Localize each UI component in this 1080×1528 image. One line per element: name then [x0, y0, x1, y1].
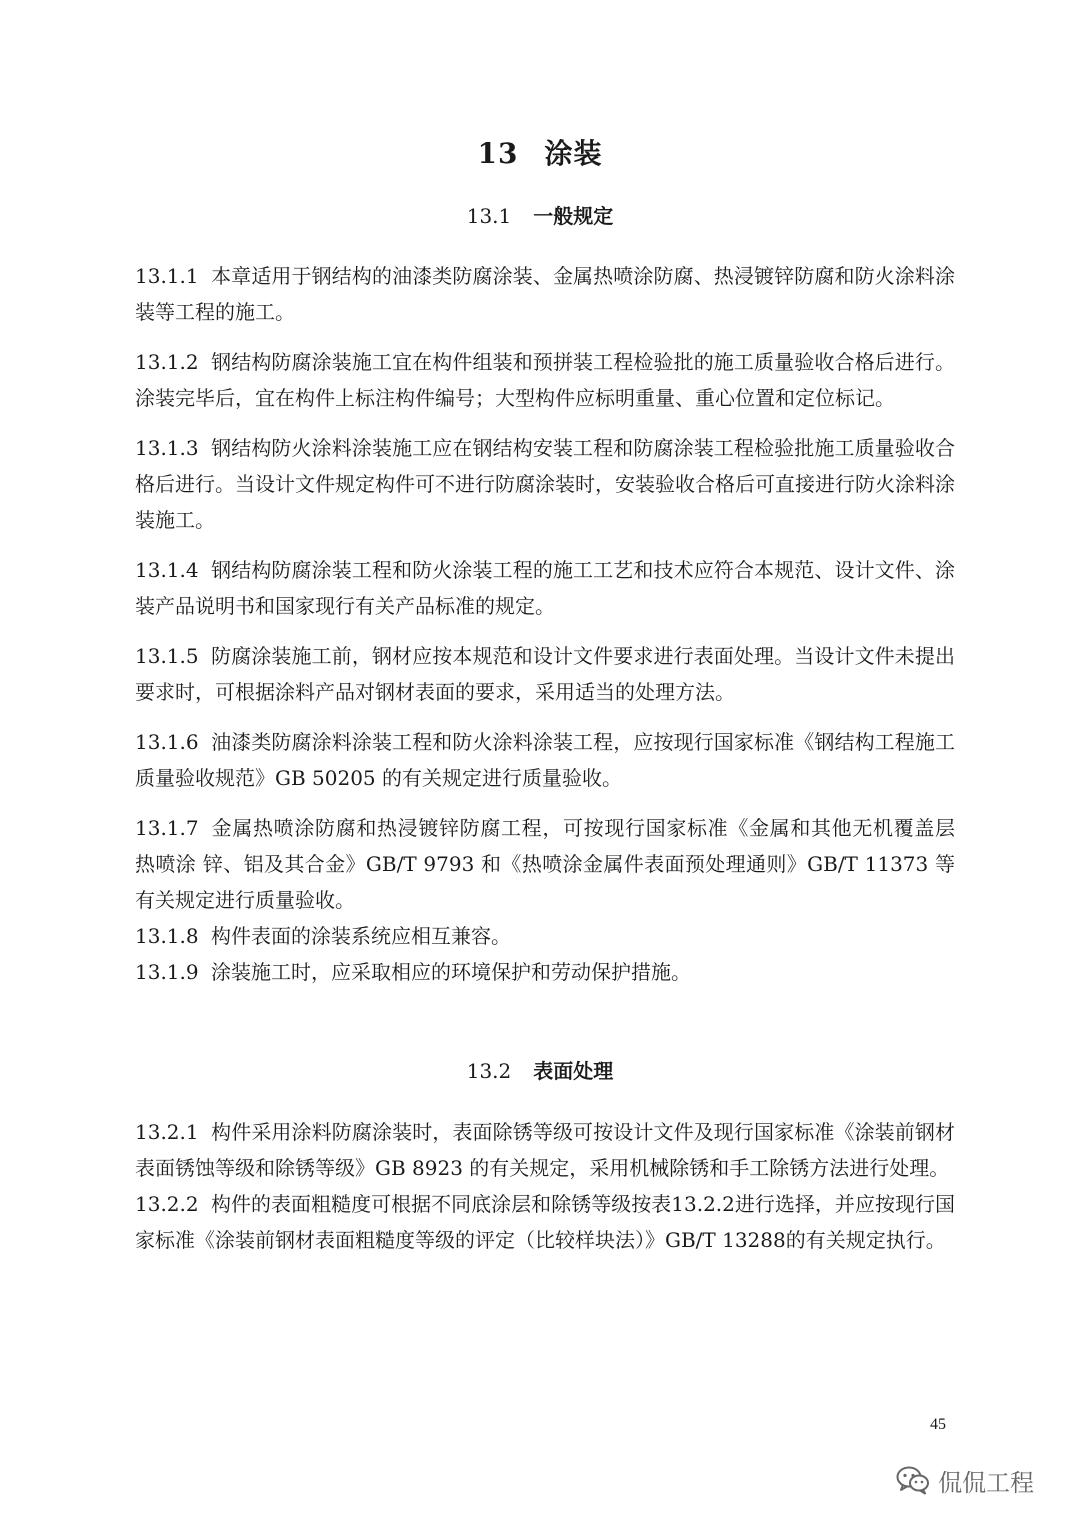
clause-13-2-2	[135, 1186, 955, 1258]
clause-13-1-1	[135, 258, 955, 330]
clause-number: 13.1.5	[135, 644, 199, 668]
clause-text: 钢结构防腐涂装工程和防火涂装工程的施工工艺和技术应符合本规范、设计文件、涂装产品说明书和国家现行有关产品标准的规定。	[135, 558, 955, 618]
clause-number: 13.1.2	[135, 350, 199, 374]
clause-text: 金属热喷涂防腐和热浸镀锌防腐工程，可按现行国家标准《金属和其他无机覆盖层 热喷涂 锌、铝及其合金》GB/T 9793 和《热喷涂金属件表面预处理通则》GB/T 11373 等有关规定进行质量验收。	[135, 816, 955, 912]
section-title-13-1	[0, 200, 1080, 229]
watermark-text: 侃侃工程	[938, 1468, 1034, 1497]
clause-text: 本章适用于钢结构的油漆类防腐涂装、金属热喷涂防腐、热浸镀锌防腐和防火涂料涂装等工程的施工。	[135, 264, 955, 324]
clause-13-1-7	[135, 810, 955, 918]
clause-text: 涂装施工时，应采取相应的环境保护和劳动保护措施。	[211, 960, 691, 984]
clause-text: 钢结构防火涂料涂装施工应在钢结构安装工程和防腐涂装工程检验批施工质量验收合格后进行。当设计文件规定构件可不进行防腐涂装时，安装验收合格后可直接进行防火涂料涂装施工。	[135, 436, 955, 532]
clause-number: 13.1.4	[135, 558, 199, 582]
chapter-number: 13	[477, 137, 519, 170]
clause-13-1-5	[135, 638, 955, 710]
section-name: 一般规定	[533, 204, 614, 228]
clause-text: 构件表面的涂装系统应相互兼容。	[211, 924, 511, 948]
clause-number: 13.1.1	[135, 264, 199, 288]
clause-13-1-6	[135, 724, 955, 796]
section-title-13-2	[0, 1055, 1080, 1084]
clause-number: 13.2.1	[135, 1120, 199, 1144]
clause-number: 13.1.9	[135, 960, 199, 984]
page-number: 45	[930, 1416, 946, 1433]
clause-text: 油漆类防腐涂料涂装工程和防火涂料涂装工程，应按现行国家标准《钢结构工程施工质量验收规范》GB 50205 的有关规定进行质量验收。	[135, 730, 955, 790]
clause-text: 构件采用涂料防腐涂装时，表面除锈等级可按设计文件及现行国家标准《涂装前钢材表面锈蚀等级和除锈等级》GB 8923 的有关规定，采用机械除锈和手工除锈方法进行处理。	[135, 1120, 955, 1180]
section-number: 13.1	[466, 204, 512, 228]
chapter-title	[0, 132, 1080, 172]
clause-text: 构件的表面粗糙度可根据不同底涂层和除锈等级按表13.2.2进行选择，并应按现行国家标准《涂装前钢材表面粗糙度等级的评定（比较样块法）》GB/T 13288的有关规定执行。	[135, 1192, 955, 1252]
chapter-name: 涂装	[544, 137, 603, 170]
clause-13-1-3	[135, 430, 955, 538]
clause-13-1-4	[135, 552, 955, 624]
clause-13-2-1	[135, 1114, 955, 1186]
clause-text: 防腐涂装施工前，钢材应按本规范和设计文件要求进行表面处理。当设计文件未提出要求时，可根据涂料产品对钢材表面的要求，采用适当的处理方法。	[135, 644, 955, 704]
clause-text: 钢结构防腐涂装施工宜在构件组装和预拼装工程检验批的施工质量验收合格后进行。涂装完毕后，宜在构件上标注构件编号；大型构件应标明重量、重心位置和定位标记。	[135, 350, 955, 410]
section-number: 13.2	[466, 1059, 512, 1083]
section-name: 表面处理	[533, 1059, 614, 1083]
clause-13-1-2	[135, 344, 955, 416]
section-13-2-clauses	[135, 1114, 955, 1258]
clause-number: 13.1.7	[135, 816, 199, 840]
clause-number: 13.1.8	[135, 924, 199, 948]
clause-number: 13.1.3	[135, 436, 199, 460]
clause-13-1-8	[135, 918, 955, 954]
watermark	[896, 1460, 1034, 1500]
clause-13-1-9	[135, 954, 955, 990]
clause-number: 13.2.2	[135, 1192, 199, 1216]
clause-number: 13.1.6	[135, 730, 199, 754]
wechat-icon	[896, 1465, 930, 1495]
section-13-1-clauses	[135, 258, 955, 990]
